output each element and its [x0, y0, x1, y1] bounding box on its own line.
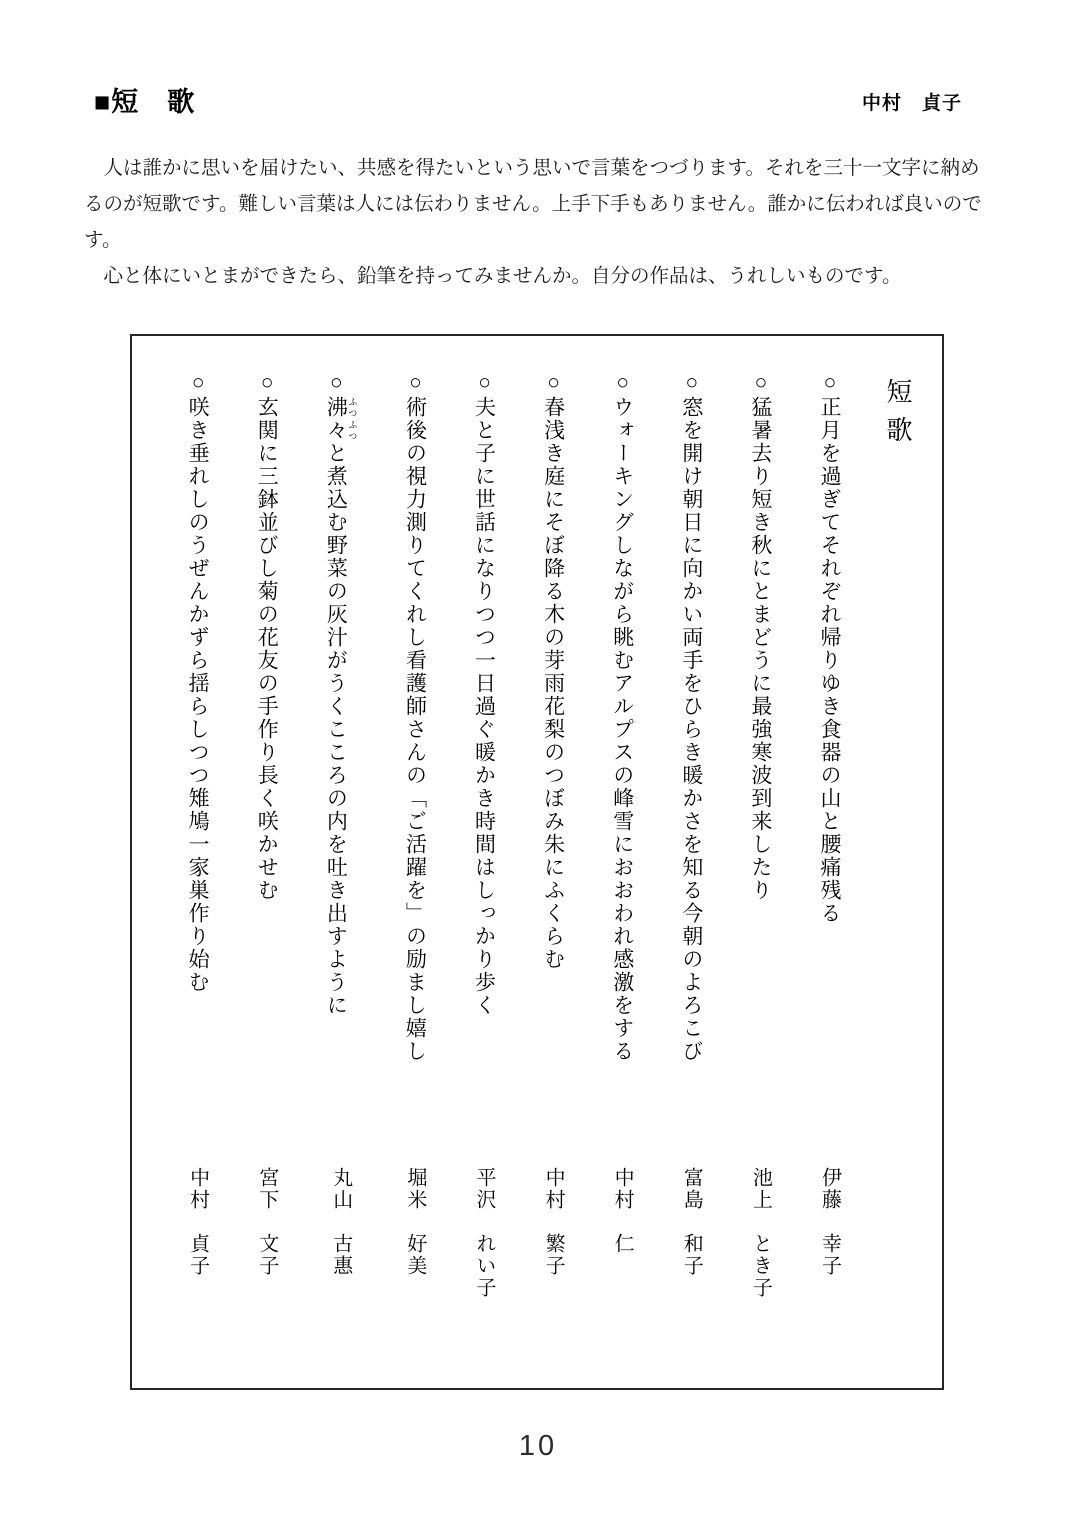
poem-text-run: 正月を過ぎてそれぞれ帰りゆき食器の山と腰痛残る	[818, 396, 842, 925]
poem-column-1	[818, 370, 841, 1368]
circle-marker: ○	[679, 370, 704, 396]
circle-marker: ○	[610, 370, 635, 396]
poem-author: 宮下 文子	[255, 1167, 278, 1277]
poem-text-run: 咲き垂れしのうぜんかずら揺らしつつ雉鳩一家巣作り始む	[186, 396, 211, 994]
poem-column-4	[611, 370, 634, 1368]
poem-column-2	[749, 370, 772, 1368]
circle-marker: ○	[748, 370, 773, 396]
ruby-word	[324, 396, 358, 442]
poem-text	[680, 370, 704, 1063]
poem-text-run: と煮込む野菜の灰汁がうくこころの内を吐き出すように	[324, 442, 349, 1017]
furigana-text: ふつふつ	[347, 396, 358, 442]
page-author: 中村 貞子	[862, 93, 963, 114]
poem-text-run: 術後の視力測りてくれし看護師さんの「ご活躍を」の励まし嬉し	[403, 396, 428, 1063]
intro-text	[84, 150, 982, 294]
poem-author: 中村 貞子	[186, 1167, 209, 1277]
intro-paragraph-2: 心と体にいとまができたら、鉛筆を持ってみませんか。自分の作品は、うれしいものです。	[103, 265, 902, 287]
circle-marker: ○	[541, 370, 566, 396]
poem-column-10	[186, 370, 209, 1368]
circle-marker: ○	[472, 370, 497, 396]
poem-text	[324, 370, 358, 1017]
circle-marker: ○	[818, 370, 842, 396]
poem-author: 堀米 好美	[403, 1167, 426, 1277]
poem-author: 平沢 れい子	[472, 1167, 495, 1299]
poem-column-9	[255, 370, 278, 1368]
poem-text	[611, 370, 635, 1063]
tanka-box-title: 短歌	[883, 378, 912, 454]
poem-author: 富島 和子	[680, 1167, 703, 1277]
circle-marker: ○	[324, 370, 349, 396]
page-number: 10	[518, 1430, 558, 1462]
poem-text	[818, 370, 842, 925]
poem-text	[749, 370, 773, 902]
circle-marker: ○	[255, 370, 280, 396]
ruby-base: 沸々	[324, 396, 349, 442]
poem-column-7	[403, 370, 426, 1368]
poem-text	[542, 370, 566, 971]
poem-column-6	[472, 370, 495, 1368]
poem-column-3	[680, 370, 703, 1368]
circle-marker: ○	[186, 370, 211, 396]
poem-column-5	[542, 370, 565, 1368]
circle-marker: ○	[403, 370, 428, 396]
tanka-container	[132, 336, 942, 1388]
poem-text-run: 猛暑去り短き秋にとまどうに最強寒波到来したり	[748, 396, 773, 902]
poem-text-run: 春浅き庭にそぼ降る木の芽雨花梨のつぼみ朱にふくらむ	[541, 396, 566, 971]
poem-author: 丸山 古惠	[329, 1167, 352, 1277]
poem-text-run: 夫と子に世話になりつつ一日過ぐ暖かき時間はしっかり歩く	[472, 396, 497, 1017]
poem-author: 池上 とき子	[749, 1167, 772, 1299]
poem-text-run: 玄関に三鉢並びし菊の花友の手作り長く咲かせむ	[255, 396, 280, 902]
intro-paragraph-1: 人は誰かに思いを届けたい、共感を得たいという思いで言葉をつづります。それを三十一文字に納めるのが短歌です。難しい言葉は人には伝わりません。上手下手もありません。誰かに伝われば良いのです。	[84, 157, 982, 251]
section-heading: ■短 歌	[94, 87, 196, 117]
poem-text	[186, 370, 210, 994]
poem-column-8	[324, 370, 357, 1368]
poem-text-run: 窓を開け朝日に向かい両手をひらき暖かさを知る今朝のよろこび	[679, 396, 704, 1063]
poem-author: 中村 仁	[611, 1167, 634, 1255]
poem-author: 伊藤 幸子	[818, 1167, 841, 1277]
poem-text	[255, 370, 279, 902]
poem-text	[473, 370, 497, 1017]
poem-author: 中村 繁子	[542, 1167, 565, 1277]
tanka-box	[130, 334, 944, 1390]
poem-text	[403, 370, 427, 1063]
poem-text-run: ウォーキングしながら眺むアルプスの峰雪におおわれ感激をする	[610, 396, 635, 1063]
